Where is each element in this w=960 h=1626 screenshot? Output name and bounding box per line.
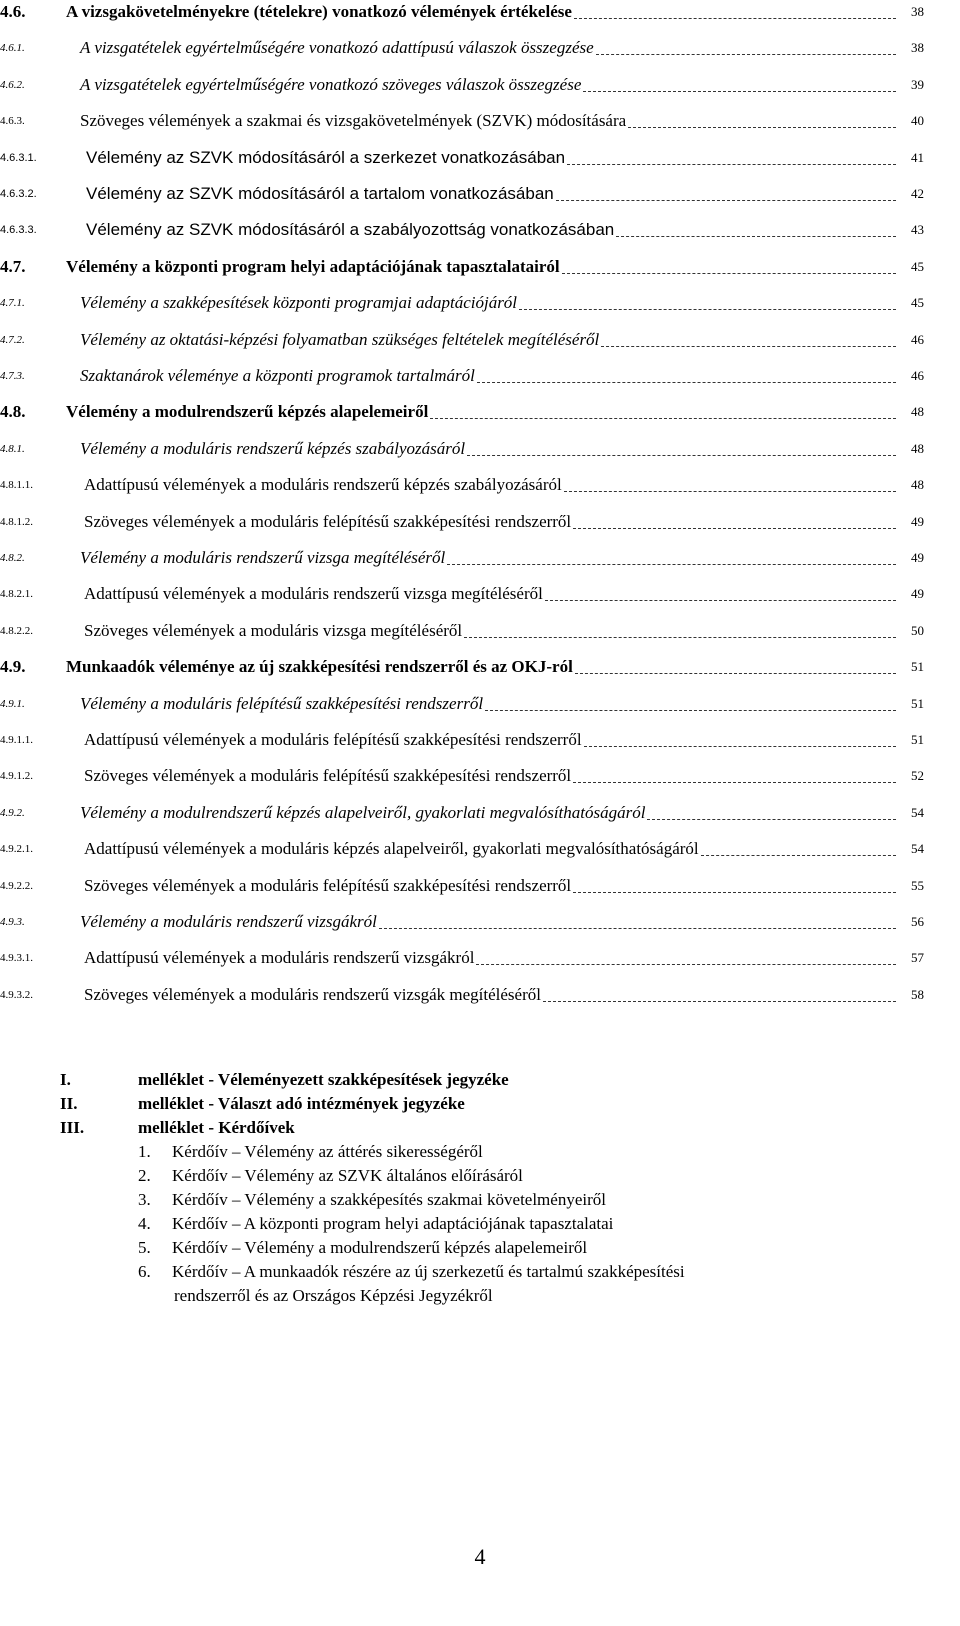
toc-entry[interactable] bbox=[0, 692, 924, 716]
questionnaire-number: 5. bbox=[138, 1238, 151, 1257]
toc-entry[interactable] bbox=[0, 255, 924, 279]
toc-leader-dots bbox=[447, 564, 896, 565]
toc-entry-title: Munkaadók véleménye az új szakképesítési rendszerről és az OKJ-ról bbox=[66, 657, 573, 677]
toc-entry-title: Adattípusú vélemények a moduláris képzés alapelveiről, gyakorlati megvalósíthatóságáról bbox=[84, 839, 699, 859]
toc-entry-number: 4.6.3.1. bbox=[0, 151, 37, 164]
annex-number: II. bbox=[60, 1094, 78, 1113]
questionnaire-number: 2. bbox=[138, 1166, 151, 1185]
toc-entry-title: Vélemény a modulrendszerű képzés alapelemeiről bbox=[66, 402, 429, 422]
toc-leader-dots bbox=[573, 528, 896, 529]
toc-leader-dots bbox=[467, 455, 896, 456]
toc-entry-page: 38 bbox=[911, 4, 924, 19]
toc-entry-page: 50 bbox=[911, 622, 924, 638]
toc-entry-page: 51 bbox=[911, 732, 924, 747]
toc-leader-dots bbox=[476, 964, 896, 965]
annex-item bbox=[0, 1092, 900, 1116]
toc-entry[interactable] bbox=[0, 473, 924, 497]
questionnaire-text: Kérdőív – Vélemény a modulrendszerű képzés alapelemeiről bbox=[172, 1238, 588, 1257]
toc-entry-title: Vélemény a moduláris rendszerű vizsgákról bbox=[80, 912, 377, 931]
toc-entry-number: 4.9.3.1. bbox=[0, 952, 33, 965]
questionnaire-text: rendszerről és az Országos Képzési Jegyzékről bbox=[174, 1286, 493, 1305]
toc-leader-dots bbox=[379, 928, 896, 929]
toc-entry[interactable] bbox=[0, 364, 924, 388]
toc-entry-title: Szöveges vélemények a szakmai és vizsgakövetelmények (SZVK) módosítására bbox=[80, 111, 627, 131]
toc-entry-number: 4.9.2.2. bbox=[0, 879, 33, 892]
toc-leader-dots bbox=[464, 637, 896, 638]
toc-entry-number: 4.8.2.2. bbox=[0, 624, 33, 637]
toc-entry-number: 4.9.2.1. bbox=[0, 843, 33, 856]
questionnaire-item bbox=[0, 1212, 900, 1236]
toc-entry-number: 4.6.3.2. bbox=[0, 188, 37, 200]
annex-title: melléklet - Véleményezett szakképesítések jegyzéke bbox=[138, 1070, 509, 1089]
toc-entry-number: 4.9.3. bbox=[0, 916, 25, 928]
toc-entry-title: Vélemény az SZVK módosításáról a szabályozottság vonatkozásában bbox=[86, 220, 615, 240]
toc-entry-page: 40 bbox=[911, 113, 924, 129]
toc-leader-dots bbox=[601, 346, 896, 347]
toc-entry-page: 55 bbox=[911, 877, 924, 893]
toc-entry-title: Vélemény az SZVK módosításáról a szerkezet vonatkozásában bbox=[86, 147, 566, 167]
toc-entry-title: Vélemény a moduláris rendszerű vizsga megítéléséről bbox=[80, 548, 446, 567]
toc-leader-dots bbox=[562, 273, 896, 274]
toc-entry[interactable] bbox=[0, 655, 924, 679]
toc-entry[interactable] bbox=[0, 874, 924, 898]
toc-leader-dots bbox=[519, 309, 896, 310]
toc-entry-title: Adattípusú vélemények a moduláris felépítésű szakképesítési rendszerről bbox=[84, 730, 582, 749]
toc-leader-dots bbox=[485, 710, 896, 711]
questionnaire-item bbox=[0, 1260, 900, 1284]
toc-entry-title: A vizsgakövetelményekre (tételekre) vonatkozó vélemények értékelése bbox=[66, 2, 572, 21]
toc-entry-number: 4.6.2. bbox=[0, 78, 25, 91]
toc-entry[interactable] bbox=[0, 910, 924, 934]
toc-entry-title: Szöveges vélemények a moduláris vizsga megítéléséről bbox=[84, 620, 463, 640]
toc-entry[interactable] bbox=[0, 983, 924, 1007]
toc-entry-page: 46 bbox=[911, 331, 924, 347]
toc-entry-number: 4.9.1.2. bbox=[0, 770, 33, 783]
toc-entry-number: 4.9.1.1. bbox=[0, 734, 33, 746]
toc-entry-title: Szaktanárok véleménye a központi programok tartalmáról bbox=[80, 366, 475, 385]
annex-item bbox=[0, 1068, 900, 1092]
toc-leader-dots bbox=[628, 127, 896, 128]
toc-entry-page: 45 bbox=[911, 258, 924, 274]
toc-entry-page: 45 bbox=[911, 295, 924, 311]
toc-entry[interactable] bbox=[0, 546, 924, 570]
toc-entry-title: Adattípusú vélemények a moduláris rendszerű vizsga megítéléséről bbox=[84, 584, 543, 604]
toc-entry-page: 49 bbox=[911, 513, 924, 529]
toc-leader-dots bbox=[556, 200, 896, 201]
toc-entry[interactable] bbox=[0, 801, 924, 825]
toc-entry-title: Vélemény a moduláris felépítésű szakképesítési rendszerről bbox=[80, 693, 484, 713]
toc-entry-number: 4.8.1. bbox=[0, 442, 25, 455]
annex-title: melléklet - Választ adó intézmények jegyzéke bbox=[138, 1094, 465, 1113]
toc-leader-dots bbox=[584, 746, 896, 747]
toc-entry-page: 54 bbox=[911, 841, 924, 857]
questionnaire-item bbox=[0, 1188, 900, 1212]
toc-leader-dots bbox=[701, 855, 896, 856]
questionnaire-text: Kérdőív – A központi program helyi adaptációjának tapasztalatai bbox=[172, 1214, 614, 1233]
toc-entry-number: 4.8.1.2. bbox=[0, 515, 33, 528]
toc-leader-dots bbox=[647, 819, 896, 820]
toc-entry-title: Vélemény a szakképesítések központi programjai adaptációjáról bbox=[80, 293, 518, 313]
toc-leader-dots bbox=[545, 600, 896, 601]
toc-entry-page: 52 bbox=[911, 768, 924, 784]
toc-entry-number: 4.9.3.2. bbox=[0, 988, 33, 1001]
toc-leader-dots bbox=[477, 382, 896, 383]
questionnaire-text: Kérdőív – Vélemény az SZVK általános előírásáról bbox=[172, 1166, 523, 1185]
toc-entry[interactable] bbox=[0, 182, 924, 206]
questionnaire-number: 3. bbox=[138, 1190, 151, 1209]
toc-leader-dots bbox=[575, 673, 896, 674]
toc-entry-page: 42 bbox=[911, 186, 924, 201]
toc-entry[interactable] bbox=[0, 109, 924, 133]
toc-entry[interactable] bbox=[0, 291, 924, 315]
toc-entry-page: 49 bbox=[911, 550, 924, 565]
toc-entry-page: 57 bbox=[911, 950, 924, 966]
toc-entry[interactable] bbox=[0, 218, 924, 242]
toc-entry-number: 4.6.1. bbox=[0, 42, 25, 55]
questionnaire-number: 1. bbox=[138, 1142, 151, 1161]
toc-entry-title: A vizsgatételek egyértelműségére vonatkozó adattípusú válaszok összegzése bbox=[80, 38, 594, 58]
toc-entry-page: 46 bbox=[911, 368, 924, 383]
toc-entry-page: 49 bbox=[911, 586, 924, 602]
toc-entry-page: 58 bbox=[911, 986, 924, 1002]
toc-entry[interactable] bbox=[0, 619, 924, 643]
toc-entry-number: 4.6. bbox=[0, 2, 26, 21]
toc-entry-number: 4.6.3.3. bbox=[0, 224, 37, 237]
toc-entry[interactable] bbox=[0, 837, 924, 861]
toc-entry-page: 48 bbox=[911, 404, 924, 420]
toc-entry-title: Adattípusú vélemények a moduláris rendszerű vizsgákról bbox=[84, 948, 475, 968]
toc-entry[interactable] bbox=[0, 582, 924, 606]
toc-entry[interactable] bbox=[0, 36, 924, 60]
toc-entry-number: 4.6.3. bbox=[0, 115, 25, 128]
toc-entry-number: 4.9.2. bbox=[0, 806, 25, 819]
toc-entry-number: 4.8.1.1. bbox=[0, 479, 33, 492]
annex-number: I. bbox=[60, 1070, 71, 1089]
toc-entry[interactable] bbox=[0, 73, 924, 97]
toc-entry-number: 4.9.1. bbox=[0, 697, 25, 710]
toc-entry[interactable] bbox=[0, 728, 924, 752]
toc-entry-page: 51 bbox=[911, 695, 924, 711]
toc-entry-page: 43 bbox=[911, 222, 924, 238]
toc-entry-page: 38 bbox=[911, 40, 924, 56]
toc-entry-number: 4.8.2.1. bbox=[0, 588, 33, 601]
toc-entry-page: 51 bbox=[911, 659, 924, 675]
toc-leader-dots bbox=[616, 236, 896, 237]
questionnaire-number: 6. bbox=[138, 1262, 151, 1281]
toc-leader-dots bbox=[583, 91, 896, 92]
toc-entry-page: 41 bbox=[911, 149, 924, 165]
toc-entry-number: 4.8. bbox=[0, 402, 26, 422]
toc-leader-dots bbox=[430, 418, 896, 419]
toc-entry[interactable] bbox=[0, 764, 924, 788]
toc-leader-dots bbox=[543, 1001, 896, 1002]
questionnaire-text: Kérdőív – Vélemény a szakképesítés szakmai követelményeiről bbox=[172, 1190, 606, 1209]
toc-entry-title: Szöveges vélemények a moduláris felépítésű szakképesítési rendszerről bbox=[84, 766, 572, 786]
toc-entry-title: Vélemény az SZVK módosításáról a tartalom vonatkozásában bbox=[86, 184, 554, 203]
toc-entry-page: 39 bbox=[911, 76, 924, 92]
toc-entry-title: Vélemény a modulrendszerű képzés alapelveiről, gyakorlati megvalósíthatóságáról bbox=[80, 802, 646, 822]
toc-leader-dots bbox=[574, 18, 896, 19]
toc-entry[interactable] bbox=[0, 146, 924, 170]
annex-item bbox=[0, 1116, 900, 1140]
toc-entry-number: 4.7.2. bbox=[0, 333, 25, 346]
toc-entry-number: 4.7. bbox=[0, 256, 26, 276]
toc-entry-number: 4.7.1. bbox=[0, 297, 25, 310]
questionnaire-item bbox=[0, 1236, 900, 1260]
toc-entry-title: Szöveges vélemények a moduláris rendszerű vizsgák megítéléséről bbox=[84, 984, 541, 1004]
toc-entry-title: Szöveges vélemények a moduláris felépítésű szakképesítési rendszerről bbox=[84, 875, 572, 895]
toc-entry-number: 4.7.3. bbox=[0, 370, 25, 382]
toc-entry-title: A vizsgatételek egyértelműségére vonatkozó szöveges válaszok összegzése bbox=[80, 74, 582, 94]
questionnaire-text: Kérdőív – A munkaadók részére az új szerkezetű és tartalmú szakképesítési bbox=[172, 1262, 685, 1281]
toc-leader-dots bbox=[596, 54, 896, 55]
questionnaire-item bbox=[0, 1284, 900, 1308]
toc-entry-page: 48 bbox=[911, 477, 924, 493]
questionnaire-text: Kérdőív – Vélemény az áttérés sikerességéről bbox=[172, 1142, 483, 1161]
page-number: 4 bbox=[474, 1544, 486, 1569]
toc-entry[interactable] bbox=[0, 510, 924, 534]
toc-entry-title: Vélemény a moduláris rendszerű képzés szabályozásáról bbox=[80, 438, 466, 458]
toc-entry-title: Vélemény a központi program helyi adaptációjának tapasztalatairól bbox=[66, 256, 560, 276]
questionnaire-item bbox=[0, 1164, 900, 1188]
toc-entry[interactable] bbox=[0, 437, 924, 461]
toc-leader-dots bbox=[573, 782, 896, 783]
questionnaire-item bbox=[0, 1140, 900, 1164]
toc-entry[interactable] bbox=[0, 328, 924, 352]
toc-entry-number: 4.9. bbox=[0, 657, 26, 677]
toc-entry[interactable] bbox=[0, 400, 924, 424]
toc-entry-page: 54 bbox=[911, 804, 924, 820]
toc-entry-page: 48 bbox=[911, 440, 924, 456]
toc-leader-dots bbox=[564, 491, 896, 492]
toc-entry-title: Vélemény az oktatási-képzési folyamatban szükséges feltételek megítéléséről bbox=[80, 329, 600, 349]
toc-entry[interactable] bbox=[0, 0, 924, 24]
toc-entry-number: 4.8.2. bbox=[0, 552, 25, 564]
annex-title: melléklet - Kérdőívek bbox=[138, 1118, 295, 1137]
toc-entry-page: 56 bbox=[911, 914, 924, 929]
toc-entry-title: Szöveges vélemények a moduláris felépítésű szakképesítési rendszerről bbox=[84, 511, 572, 531]
toc-entry-title: Adattípusú vélemények a moduláris rendszerű képzés szabályozásáról bbox=[84, 475, 562, 495]
toc-leader-dots bbox=[567, 164, 896, 165]
toc-leader-dots bbox=[573, 892, 896, 893]
questionnaire-number: 4. bbox=[138, 1214, 151, 1233]
annex-number: III. bbox=[60, 1118, 85, 1137]
toc-entry[interactable] bbox=[0, 946, 924, 970]
